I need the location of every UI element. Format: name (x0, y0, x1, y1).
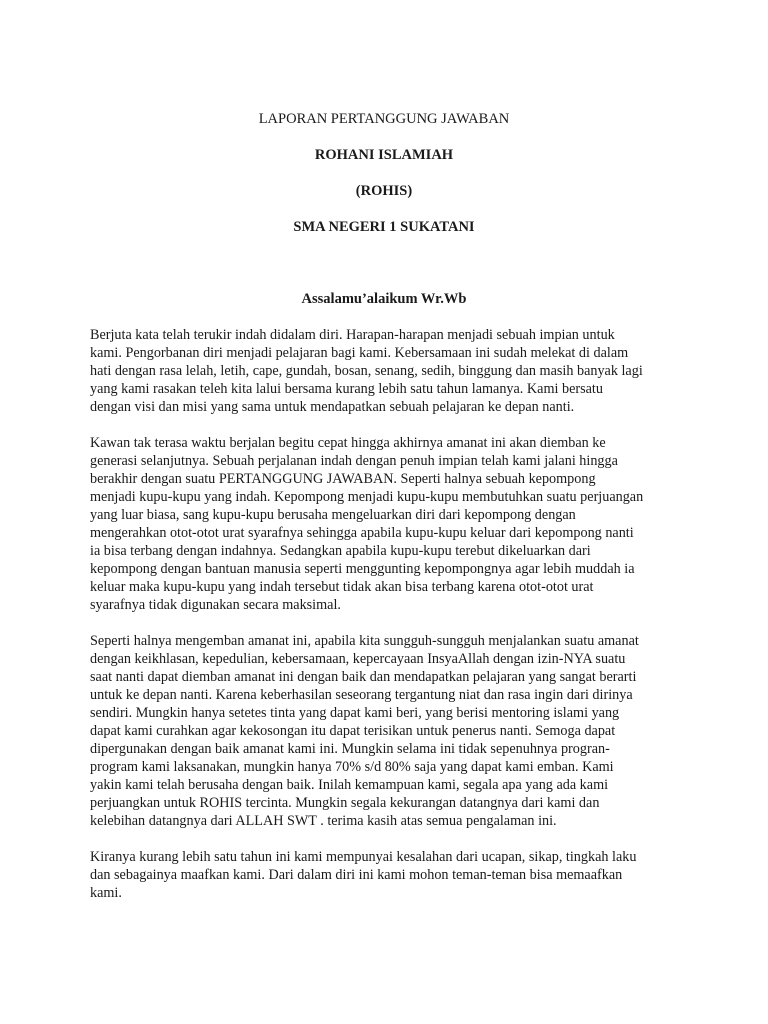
paragraph-line: keluar maka kupu-kupu yang indah tersebut tidak akan bisa terbang karena otot-otot urat (90, 579, 594, 595)
paragraph-line: Kiranya kurang lebih satu tahun ini kami mempunyai kesalahan dari ucapan, sikap, tingkah laku (90, 849, 637, 865)
paragraph-line: Kawan tak terasa waktu berjalan begitu cepat hingga akhirnya amanat ini akan diemban ke (90, 435, 606, 451)
paragraph-line: kami. Pengorbanan diri menjadi pelajaran bagi kami. Kebersamaan ini sudah melekat di dalam (90, 345, 629, 361)
paragraph-line: dan sebagainya maafkan kami. Dari dalam diri ini kami mohon teman-teman bisa memaafkan (90, 867, 623, 883)
paragraph-line: sendiri. Mungkin hanya setetes tinta yang dapat kami beri, yang berisi mentoring islami yang (90, 705, 620, 721)
paragraph-line: mengerahkan otot-otot urat syarafnya sehingga apabila kupu-kupu keluar dari kepompong nanti (90, 525, 634, 541)
paragraph-line: berakhir dengan suatu PERTANGGUNG JAWABAN. Seperti halnya sebuah kepompong (90, 471, 596, 487)
document-subtitle-abbreviation: (ROHIS) (355, 183, 413, 199)
paragraph-line: Berjuta kata telah terukir indah didalam diri. Harapan-harapan menjadi sebuah impian untuk (90, 327, 615, 343)
document-body (90, 326, 690, 920)
paragraph-line: dengan keikhlasan, kepedulian, kebersamaan, kepercayaan InsyaAllah dengan izin-NYA suatu (90, 651, 626, 667)
greeting-heading: Assalamu’alaikum Wr.Wb (301, 291, 467, 307)
paragraph-line: perjuangkan untuk ROHIS tercinta. Mungkin segala kekurangan datangnya dari kami dan (90, 795, 600, 811)
paragraph-line: program kami laksanakan, mungkin hanya 70% s/d 80% saja yang dapat kami emban. Kami (90, 759, 614, 775)
paragraph-line: saat nanti dapat diemban amanat ini dengan baik dan mendapatkan pelajaran yang sangat berarti (90, 669, 637, 685)
paragraph-line: ia bisa terbang dengan indahnya. Sedangkan apabila kupu-kupu terebut dikeluarkan dari (90, 543, 591, 559)
paragraph-line: kami. (90, 885, 122, 901)
paragraph-line: yang kami rasakan teleh kita lalui bersama kurang lebih satu tahun lamanya. Kami bersatu (90, 381, 603, 397)
paragraph-line: Seperti halnya mengemban amanat ini, apabila kita sungguh-sungguh menjalankan suatu amanat (90, 633, 639, 649)
paragraph-1 (90, 326, 690, 416)
paragraph-line: dipergunakan dengan baik amanat kami ini. Mungkin selama ini tidak sepenuhnya progran- (90, 741, 610, 757)
paragraph-line: kelebihan datangnya dari ALLAH SWT . terima kasih atas semua pengalaman ini. (90, 813, 557, 829)
paragraph-4 (90, 848, 690, 902)
paragraph-3 (90, 632, 690, 830)
paragraph-line: untuk ke depan nanti. Karena keberhasilan seseorang tergantung niat dan rasa ingin dari dirinya (90, 687, 633, 703)
paragraph-line: dapat kami curahkan agar kekosongan itu dapat terisikan untuk penerus nanti. Semoga dapat (90, 723, 616, 739)
paragraph-line: generasi selanjutnya. Sebuah perjalanan indah dengan penuh impian telah kami jalani hingga (90, 453, 618, 469)
paragraph-line: kepompong dengan bantuan manusia seperti menggunting kepompongnya agar lebih muddah ia (90, 561, 635, 577)
paragraph-2 (90, 434, 690, 614)
paragraph-line: yakin kami telah berusaha dengan baik. Inilah kemampuan kami, segala apa yang ada kami (90, 777, 609, 793)
document-subtitle-organization: ROHANI ISLAMIAH (314, 147, 454, 163)
paragraph-line: hati dengan rasa lelah, letih, cape, gundah, bosan, senang, sedih, binggung dan masih banyak lagi (90, 363, 643, 379)
document-subtitle-school: SMA NEGERI 1 SUKATANI (293, 219, 475, 235)
document-title-block (0, 110, 768, 254)
paragraph-line: menjadi kupu-kupu yang indah. Kepompong menjadi kupu-kupu membutuhkan suatu perjuangan (90, 489, 644, 505)
paragraph-line: dengan visi dan misi yang sama untuk mendapatkan sebuah pelajaran ke depan nanti. (90, 399, 575, 415)
document-title: LAPORAN PERTANGGUNG JAWABAN (258, 111, 510, 127)
paragraph-line: yang luar biasa, sang kupu-kupu berusaha mengeluarkan diri dari kepompong dengan (90, 507, 576, 523)
paragraph-line: syarafnya tidak digunakan secara maksimal. (90, 597, 341, 613)
